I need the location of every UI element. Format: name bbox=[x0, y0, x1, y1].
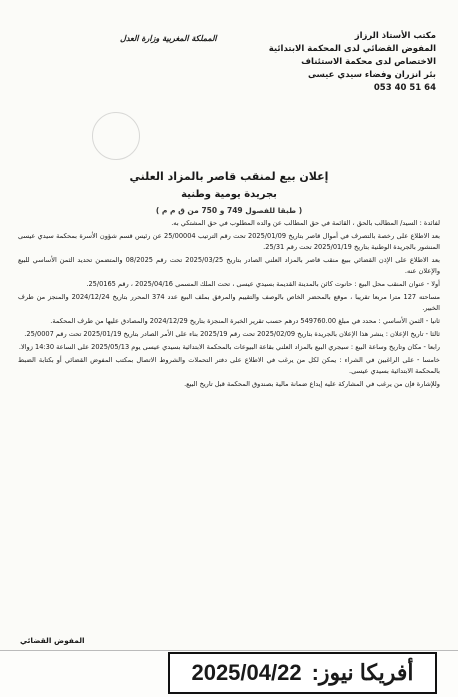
header-left-line: المملكة المغربية وزارة العدل bbox=[120, 34, 217, 43]
body-paragraph: أولا - عنوان المنقب محل البيع : حانوت كائن بالمدينة القديمة بسيدي عيسى ، تحت الملك المسمى 2025/04/16 ، رقم 25/0165. bbox=[86, 280, 440, 288]
header-line: الاختصاص لدى محكمة الاستئناف bbox=[301, 57, 436, 67]
signature-label: المفوض القضائي bbox=[20, 636, 85, 645]
body-paragraph: ثالثا - تاريخ الإعلان : ينشر هذا الإعلان بالجريدة بتاريخ 2025/02/09 تحت رقم 2025/19 بناء على الأمر الصادر بتاريخ 2025/01/19 تحت رقم 25/0007. bbox=[24, 330, 440, 338]
header-line: مكتب الأستاذ الرزاز bbox=[354, 31, 436, 41]
header-line: بئر انزران وفضاء سيدي عيسى bbox=[307, 70, 436, 80]
notice-body bbox=[18, 218, 440, 392]
notice-law-reference: ( طبقا للفصول 749 و 750 من ق م م ) bbox=[155, 206, 303, 215]
footer-brand-bar bbox=[168, 652, 437, 694]
body-paragraph: وللإشارة فإن من يرغب في المشاركة عليه إيداع ضمانة مالية بصندوق المحكمة قبل تاريخ البيع. bbox=[184, 380, 440, 388]
notice-title: إعلان بيع لمنقب قاصر بالمزاد العلني bbox=[129, 170, 329, 183]
body-paragraph: خامسا - على الراغبين في الشراء : يمكن لكل من يرغب في الاطلاع على دفتر التحملات والشروط الاتصال بمكتب المفوض القضائي أو بكتابة الضبط بالمحكمة الابتدائية بسيدي عيسى. bbox=[18, 356, 440, 375]
stamp-mark bbox=[92, 112, 140, 160]
notice-subtitle: بجريدة يومية وطنية bbox=[181, 189, 277, 200]
footer-date: 2025/04/22 bbox=[191, 660, 302, 685]
body-paragraph: بعد الاطلاع على رخصة بالتصرف في أموال قاصر بتاريخ 2025/01/09 تحت رقم الترتيب 25/00004 عن رئيس قسم شؤون الأسرة بمحكمة سيدي عيسى المنشور بالجريدة الوطنية بتاريخ 2025/01/19 تحت رقم 25/31. bbox=[18, 232, 440, 251]
body-paragraph: ثانيا - الثمن الأساسي : محدد في مبلغ 549760.00 درهم حسب تقرير الخبرة المنجزة بتاريخ 2024/12/29 والمصادق عليها من طرف المحكمة. bbox=[50, 317, 440, 325]
body-paragraph: مساحته 127 مترا مربعا تقريبا ، موقع بالمحضر الخاص بالوصف والتقييم والمرفق بملف البيع عدد 374 المحرر بتاريخ 2024/12/24 والمنجز من طرف الخبير. bbox=[18, 293, 440, 312]
header-line: المفوض القضائي لدى المحكمة الابتدائية bbox=[268, 44, 436, 54]
header-office-block bbox=[266, 30, 436, 95]
header-phone: 053 40 51 64 bbox=[373, 83, 436, 93]
footer-brand: أفريكا نيوز: bbox=[311, 660, 414, 685]
body-paragraph: بعد الاطلاع على الإذن القضائي ببيع منقب قاصر بالمزاد العلني الصادر بتاريخ 2025/03/25 تحت رقم 08/2025 والمتضمن تحديد الثمن الأساسي للبيع والإعلان عنه. bbox=[18, 256, 441, 275]
body-paragraph: رابعا - مكان وتاريخ وساعة البيع : سيجري البيع بالمزاد العلني بقاعة البيوعات بالمحكمة الابتدائية بسيدي عيسى يوم 2025/05/13 على الساعة 14:30 زوالا. bbox=[18, 343, 440, 351]
body-paragraph: لفائدة : السيد/ المطالب بالحق ، القائمة في حق المطالب عن والده المطلوب في حق المشتكي به. bbox=[171, 219, 440, 227]
